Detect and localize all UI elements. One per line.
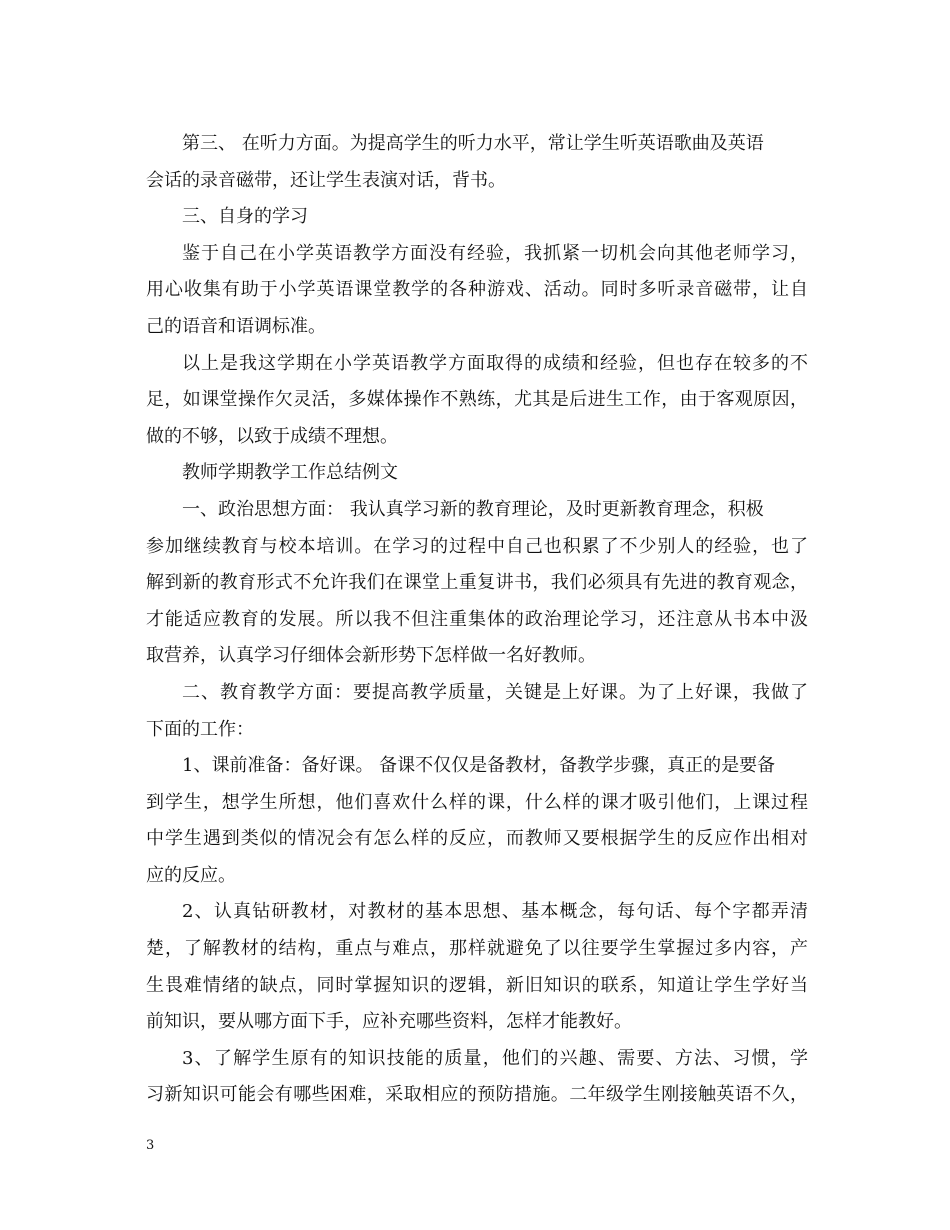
text-line: 用心收集有助于小学英语课堂教学的各种游戏、活动。同时多听录音磁带，让自 — [146, 279, 808, 301]
text-line: 习新知识可能会有哪些困难，采取相应的预防措施。二年级学生刚接触英语不久， — [146, 1084, 808, 1106]
text-line: 楚，了解教材的结构，重点与难点，那样就避免了以往要学生掌握过多内容，产 — [146, 938, 808, 960]
text-line: 足，如课堂操作欠灵活，多媒体操作不熟练，尤其是后进生工作，由于客观原因， — [146, 389, 808, 411]
text-line: 2、认真钻研教材，对教材的基本思想、基本概念，每句话、每个字都弄清 — [182, 901, 808, 923]
text-line: 教师学期教学工作总结例文 — [182, 462, 398, 484]
text-line: 解到新的教育形式不允许我们在课堂上重复讲书，我们必须具有先进的教育观念， — [146, 572, 808, 594]
text-line: 到学生，想学生所想，他们喜欢什么样的课，什么样的课才吸引他们，上课过程 — [146, 791, 808, 813]
text-line: 取营养，认真学习仔细体会新形势下怎样做一名好教师。 — [146, 645, 596, 667]
text-line: 应的反应。 — [146, 864, 236, 886]
text-line: 一、政治思想方面： 我认真学习新的教育理论，及时更新教育理念，积极 — [182, 498, 764, 520]
text-line: 二、教育教学方面：要提高教学质量，关键是上好课。为了上好课，我做了 — [182, 681, 808, 703]
text-line: 1、课前准备：备好课。 备课不仅仅是备教材，备教学步骤，真正的是要备 — [182, 755, 776, 777]
text-line: 以上是我这学期在小学英语教学方面取得的成绩和经验，但也存在较多的不 — [182, 352, 808, 374]
text-line: 做的不够，以致于成绩不理想。 — [146, 425, 398, 447]
page-number: 3 — [146, 1138, 155, 1153]
text-line: 会话的录音磁带，还让学生表演对话，背书。 — [146, 169, 506, 191]
text-line: 己的语音和语调标准。 — [146, 315, 326, 337]
text-line: 鉴于自己在小学英语教学方面没有经验，我抓紧一切机会向其他老师学习， — [182, 242, 808, 264]
text-line: 生畏难情绪的缺点，同时掌握知识的逻辑，新旧知识的联系，知道让学生学好当 — [146, 974, 808, 996]
text-line: 中学生遇到类似的情况会有怎么样的反应，而教师又要根据学生的反应作出相对 — [146, 828, 808, 850]
text-line: 前知识，要从哪方面下手，应补充哪些资料，怎样才能教好。 — [146, 1011, 632, 1033]
text-line: 下面的工作： — [146, 718, 254, 740]
text-line: 才能适应教育的发展。所以我不但注重集体的政治理论学习，还注意从书本中汲 — [146, 608, 808, 630]
text-line: 3、了解学生原有的知识技能的质量，他们的兴趣、需要、方法、习惯，学 — [182, 1047, 808, 1069]
text-line: 第三、 在听力方面。为提高学生的听力水平，常让学生听英语歌曲及英语 — [182, 133, 764, 154]
text-line: 参加继续教育与校本培训。在学习的过程中自己也积累了不少别人的经验，也了 — [146, 535, 808, 557]
document-body — [146, 126, 808, 1114]
text-line: 三、自身的学习 — [182, 206, 308, 228]
